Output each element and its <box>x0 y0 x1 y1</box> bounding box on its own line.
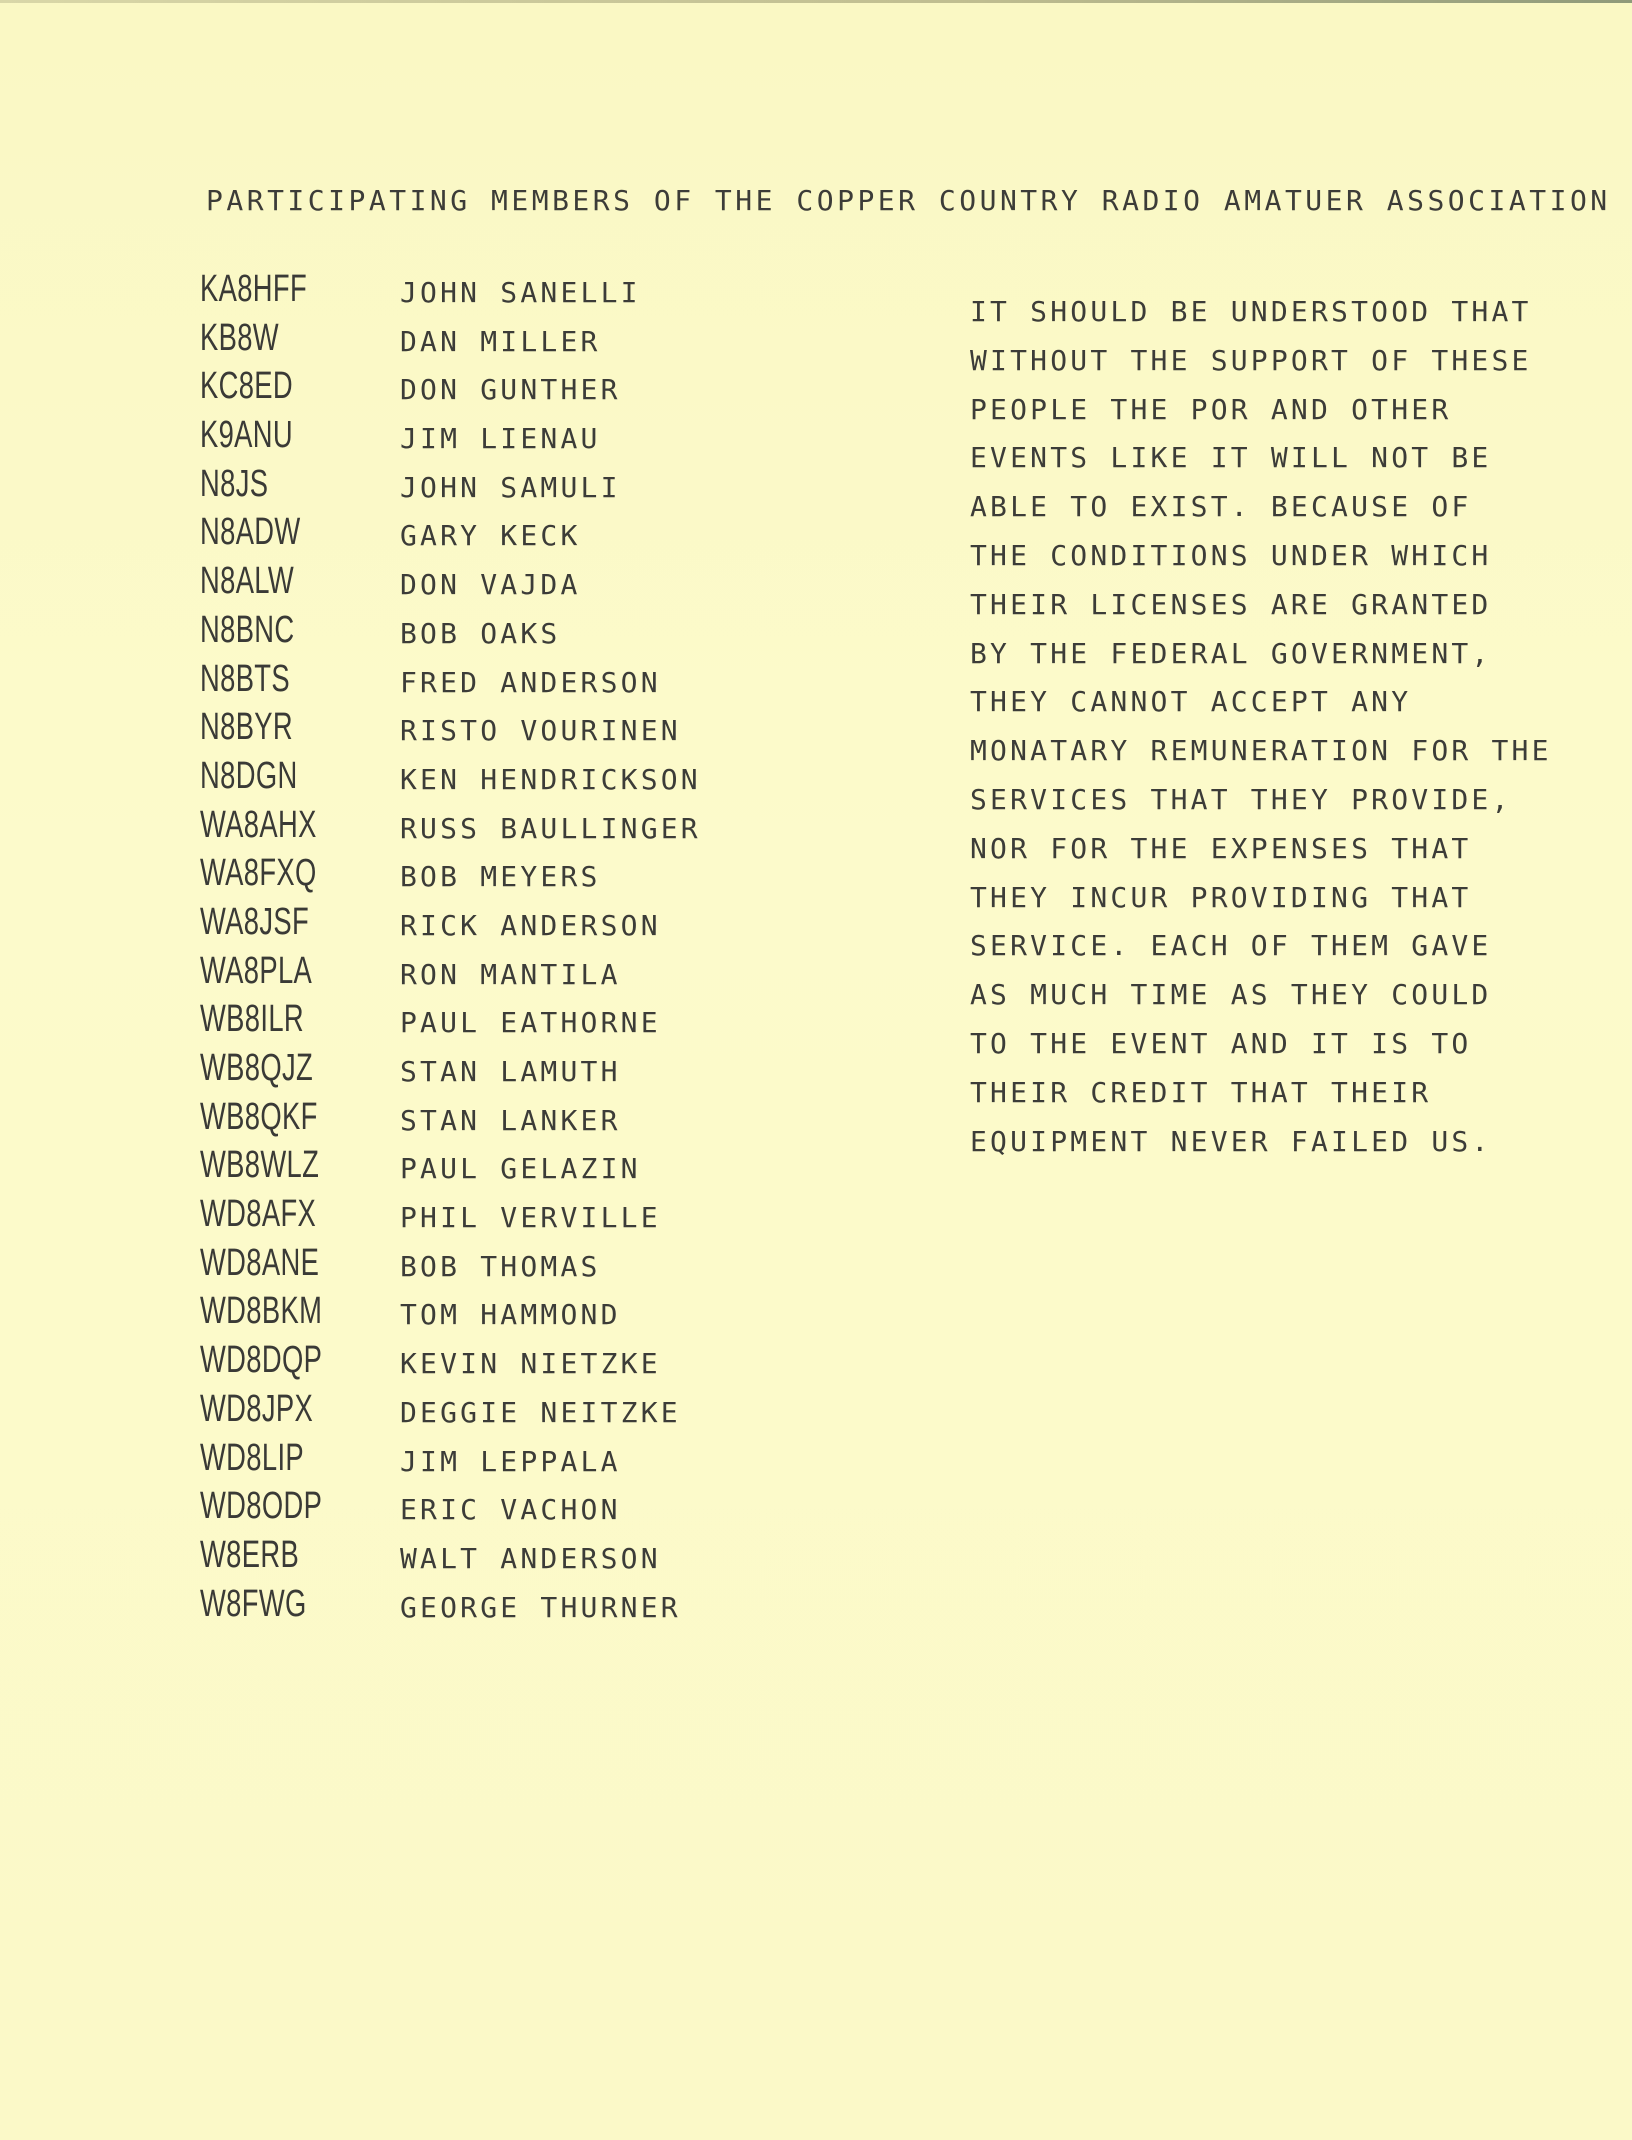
member-row <box>200 511 760 560</box>
member-name: RISTO VOURINEN <box>400 714 681 748</box>
member-name: KEVIN NIETZKE <box>400 1347 661 1381</box>
member-callsign: WB8WLZ <box>200 1144 320 1187</box>
member-name: BOB OAKS <box>400 616 561 650</box>
member-row <box>200 1534 760 1583</box>
statement-paragraph <box>970 288 1600 1166</box>
member-row <box>200 1485 760 1534</box>
member-callsign: WB8QKF <box>200 1095 318 1138</box>
member-callsign: KC8ED <box>200 365 294 408</box>
member-callsign: N8JS <box>200 462 269 505</box>
member-callsign: N8ADW <box>200 511 301 554</box>
statement-line: THEIR CREDIT THAT THEIR <box>970 1075 1432 1109</box>
member-callsign: WD8ODP <box>200 1485 323 1528</box>
member-callsign: N8DGN <box>200 754 298 797</box>
member-name: GARY KECK <box>400 519 581 553</box>
member-row <box>200 1242 760 1291</box>
member-callsign: N8ALW <box>200 560 295 603</box>
member-name: FRED ANDERSON <box>400 665 661 699</box>
member-callsign: W8ERB <box>200 1533 300 1576</box>
member-name: BOB THOMAS <box>400 1249 601 1283</box>
member-callsign: W8FWG <box>200 1582 307 1625</box>
member-name: JIM LIENAU <box>400 422 601 456</box>
member-callsign: WD8LIP <box>200 1436 305 1479</box>
member-row <box>200 1047 760 1096</box>
member-callsign: WA8FXQ <box>200 852 317 895</box>
member-callsign: K9ANU <box>200 414 294 457</box>
statement-line: ABLE TO EXIST. BECAUSE OF <box>970 490 1472 524</box>
member-callsign: WD8BKM <box>200 1290 323 1333</box>
member-callsign: N8BTS <box>200 657 290 700</box>
member-row <box>200 852 760 901</box>
member-row <box>200 1339 760 1388</box>
member-row <box>200 1583 760 1632</box>
member-callsign: WB8ILR <box>200 998 305 1041</box>
member-list <box>200 268 760 1631</box>
member-row <box>200 365 760 414</box>
member-name: BOB MEYERS <box>400 860 601 894</box>
statement-line: BY THE FEDERAL GOVERNMENT, <box>970 636 1492 670</box>
member-name: WALT ANDERSON <box>400 1541 661 1575</box>
statement-line: WITHOUT THE SUPPORT OF THESE <box>970 343 1532 377</box>
member-name: STAN LAMUTH <box>400 1055 621 1088</box>
member-callsign: WD8DQP <box>200 1339 323 1382</box>
member-name: KEN HENDRICKSON <box>400 762 701 796</box>
member-row <box>200 804 760 853</box>
member-row <box>200 1096 760 1145</box>
member-callsign: WB8QJZ <box>200 1047 314 1089</box>
member-name: JOHN SANELLI <box>400 276 641 309</box>
statement-line: EVENTS LIKE IT WILL NOT BE <box>970 441 1492 475</box>
member-row <box>200 755 760 804</box>
statement-line: PEOPLE THE POR AND OTHER <box>970 392 1452 426</box>
member-row <box>200 609 760 658</box>
member-row <box>200 1437 760 1486</box>
member-row <box>200 463 760 512</box>
member-callsign: WD8AFX <box>200 1193 317 1236</box>
member-row <box>200 1193 760 1242</box>
member-row <box>200 658 760 707</box>
member-callsign: KA8HFF <box>200 268 308 310</box>
member-row <box>200 950 760 999</box>
member-name: TOM HAMMOND <box>400 1298 621 1332</box>
statement-line: THE CONDITIONS UNDER WHICH <box>970 538 1492 572</box>
member-callsign: WD8JPX <box>200 1387 314 1430</box>
member-callsign: WA8PLA <box>200 949 313 992</box>
statement-line: MONATARY REMUNERATION FOR THE <box>970 734 1552 768</box>
member-name: PHIL VERVILLE <box>400 1201 661 1235</box>
member-name: STAN LANKER <box>400 1103 621 1137</box>
statement-line: THEY CANNOT ACCEPT ANY <box>970 685 1412 719</box>
page-top-edge <box>0 0 1632 3</box>
member-row <box>200 268 760 317</box>
member-name: DEGGIE NEITZKE <box>400 1395 681 1429</box>
member-name: PAUL GELAZIN <box>400 1152 641 1186</box>
member-name: RUSS BAULLINGER <box>400 811 701 845</box>
statement-line: NOR FOR THE EXPENSES THAT <box>970 831 1472 865</box>
member-name: DAN MILLER <box>400 324 601 358</box>
member-callsign: WA8JSF <box>200 900 310 943</box>
member-row <box>200 560 760 609</box>
member-callsign: WD8ANE <box>200 1241 320 1284</box>
member-callsign: KB8W <box>200 316 279 359</box>
statement-line: EQUIPMENT NEVER FAILED US. <box>970 1124 1492 1158</box>
member-callsign: N8BYR <box>200 706 294 749</box>
member-row <box>200 1144 760 1193</box>
page-heading: PARTICIPATING MEMBERS OF THE COPPER COUNTRY RADIO AMATUER ASSOCIATION <box>206 184 1611 217</box>
statement-line: IT SHOULD BE UNDERSTOOD THAT <box>970 295 1532 328</box>
member-row <box>200 1290 760 1339</box>
member-name: PAUL EATHORNE <box>400 1006 661 1040</box>
member-name: JOHN SAMULI <box>400 470 621 504</box>
member-row <box>200 901 760 950</box>
member-name: RICK ANDERSON <box>400 908 661 942</box>
member-row <box>200 998 760 1047</box>
statement-line: TO THE EVENT AND IT IS TO <box>970 1026 1472 1060</box>
statement-line: SERVICES THAT THEY PROVIDE, <box>970 782 1512 816</box>
member-row <box>200 706 760 755</box>
member-row <box>200 414 760 463</box>
member-row <box>200 317 760 366</box>
member-name: JIM LEPPALA <box>400 1444 621 1478</box>
member-callsign: N8BNC <box>200 608 295 651</box>
member-callsign: WA8AHX <box>200 803 317 846</box>
statement-line: AS MUCH TIME AS THEY COULD <box>970 978 1492 1012</box>
member-name: DON VAJDA <box>400 568 581 602</box>
member-name: ERIC VACHON <box>400 1493 621 1527</box>
member-name: GEORGE THURNER <box>400 1590 681 1624</box>
statement-line: THEY INCUR PROVIDING THAT <box>970 880 1472 914</box>
member-row <box>200 1388 760 1437</box>
member-name: RON MANTILA <box>400 957 621 991</box>
member-name: DON GUNTHER <box>400 373 621 407</box>
statement-line: SERVICE. EACH OF THEM GAVE <box>970 929 1492 963</box>
statement-line: THEIR LICENSES ARE GRANTED <box>970 587 1492 621</box>
